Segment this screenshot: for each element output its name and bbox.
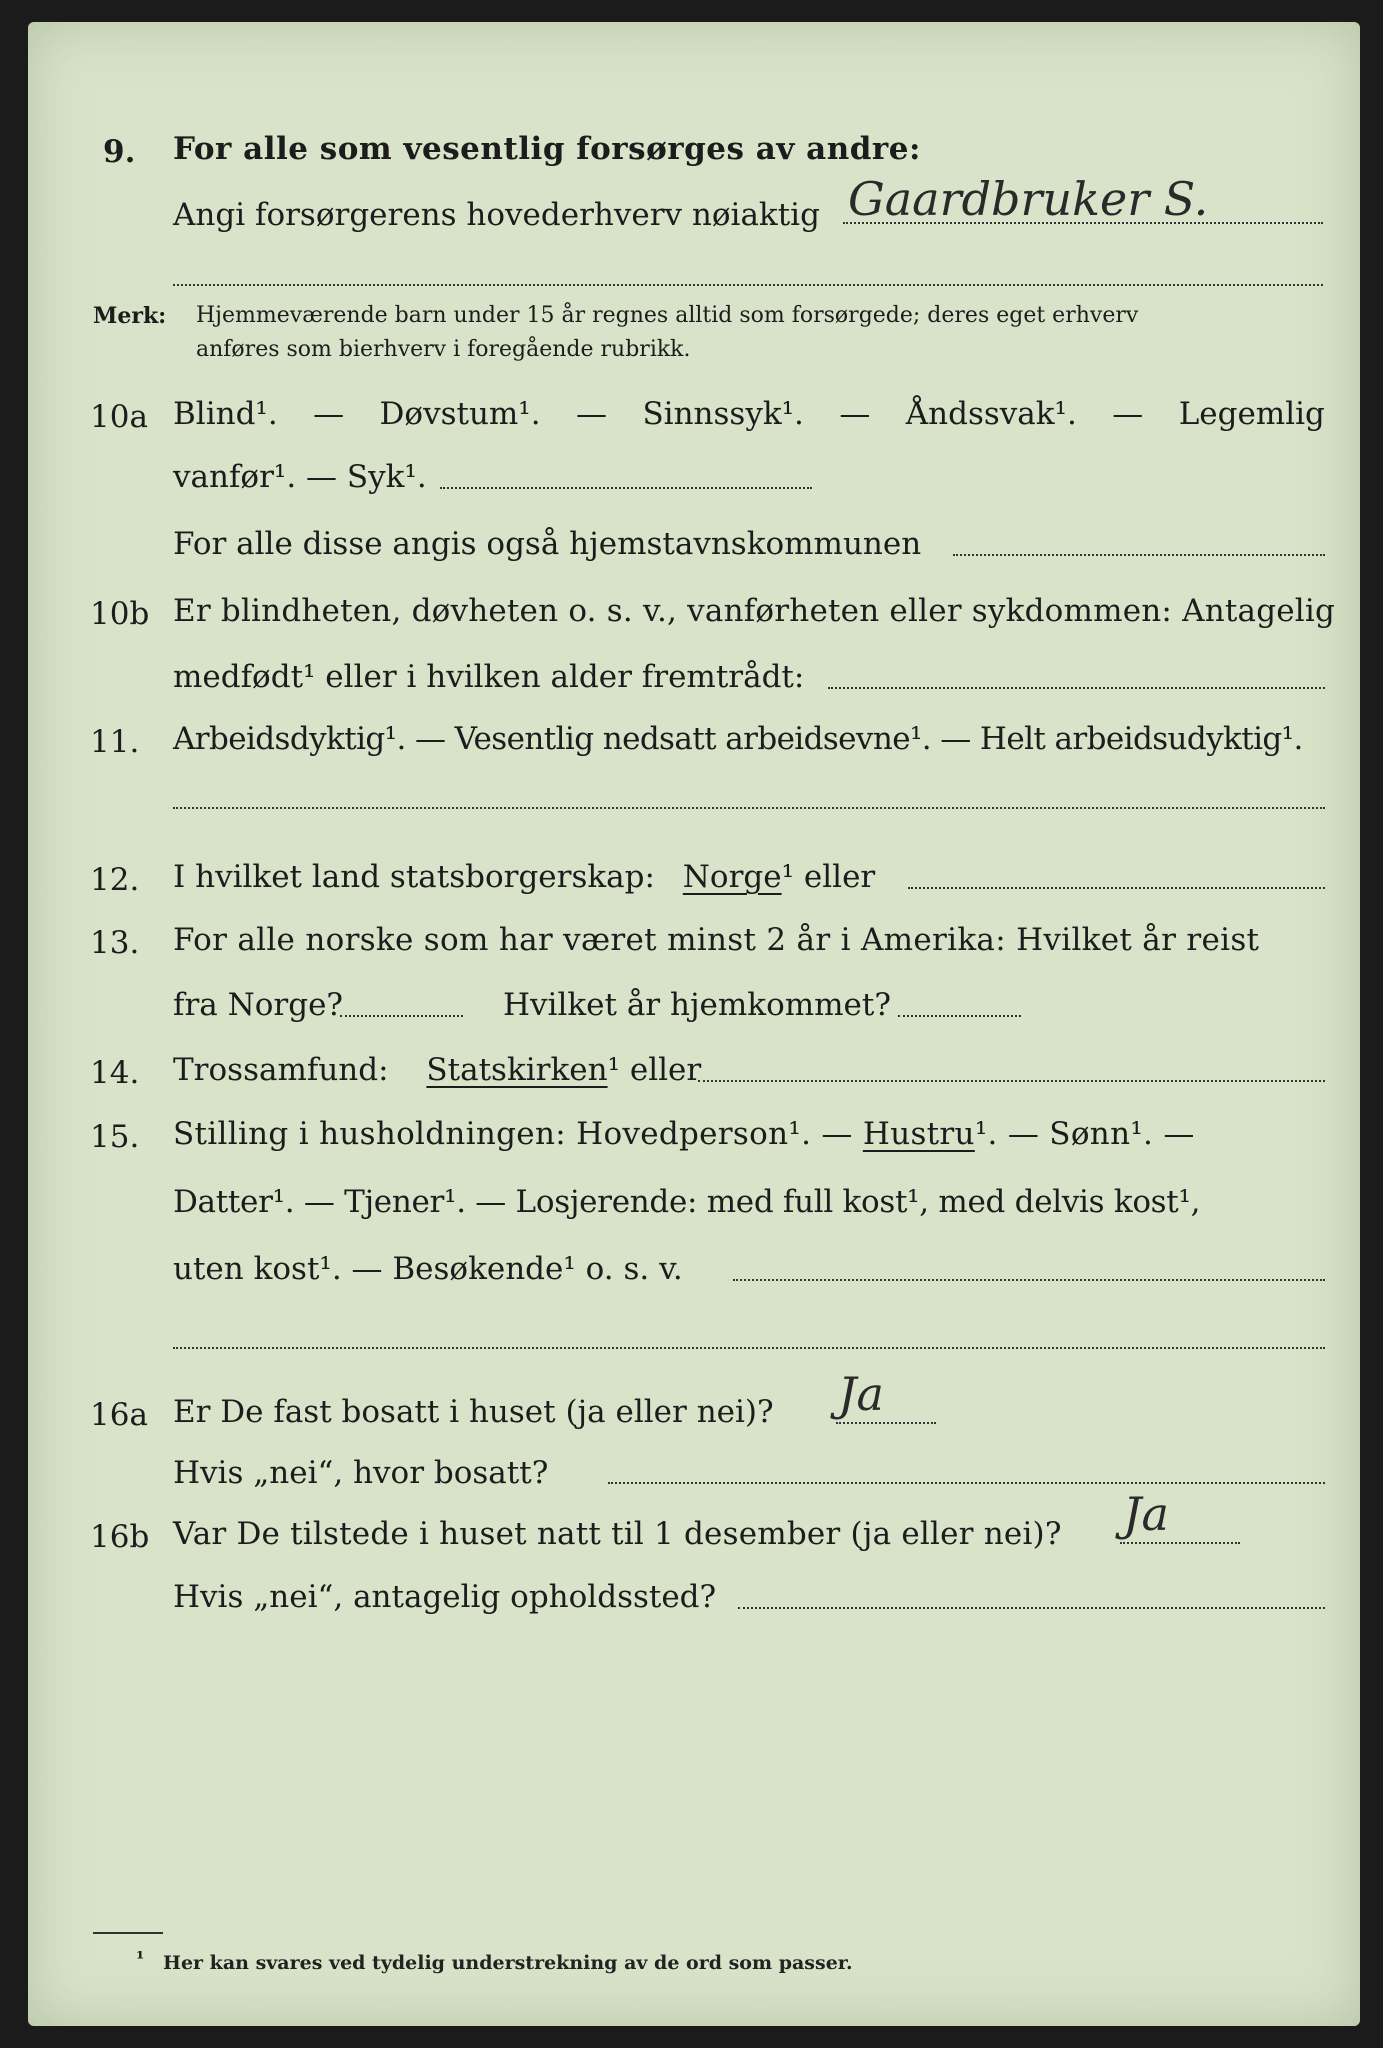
q16b-answer-line (1120, 1542, 1240, 1544)
footnote-rule (93, 1932, 163, 1934)
q16a-bosatt-line (608, 1482, 1325, 1484)
q12-prefix: I hvilket land statsborgerskap: (173, 859, 655, 895)
q15-number: 15. (90, 1119, 140, 1155)
q14-suffix: ¹ eller (607, 1052, 702, 1088)
q10a-line3: For alle disse angis også hjemstavnskommunen (173, 526, 922, 562)
q14-number: 14. (90, 1055, 140, 1091)
q13-line2b: Hvilket år hjemkommet? (503, 987, 891, 1023)
q16b-number: 16b (90, 1519, 150, 1555)
q9-answer-line (843, 222, 1323, 224)
q9-number: 9. (103, 134, 136, 170)
q10b-number: 10b (90, 596, 150, 632)
q9-answer-handwritten[interactable]: Gaardbruker S. (848, 172, 1209, 226)
q12-other-line (908, 887, 1325, 889)
q14-prefix: Trossamfund: (173, 1052, 389, 1088)
merk-label: Merk: (93, 303, 167, 329)
q9-extra-line (173, 284, 1323, 286)
q16b-opholdssted-line (738, 1607, 1325, 1609)
q10a-legemlig: Legemlig (1178, 396, 1325, 432)
merk-line1: Hjemmeværende barn under 15 år regnes alltid som forsørgede; deres eget erhverv (196, 303, 1139, 328)
q10a-dash-2: — (576, 396, 608, 432)
q15-extra-line (173, 1347, 1325, 1349)
q11-number: 11. (90, 724, 140, 760)
q10b-line1: Er blindheten, døvheten o. s. v., vanførheten eller sykdommen: Antagelig (173, 593, 1336, 629)
q10b-line2: medfødt¹ eller i hvilken alder fremtrådt: (173, 659, 805, 695)
q15-line2: Datter¹. — Tjener¹. — Losjerende: med full kost¹, med delvis kost¹, (173, 1184, 1201, 1220)
q14-line (173, 1052, 702, 1088)
q13-hjemkommet-line (898, 1015, 1021, 1017)
q11-answer-line (173, 807, 1325, 809)
q12-suffix: ¹ eller (781, 859, 876, 895)
q16a-answer-line (836, 1422, 936, 1424)
q14-other-line (698, 1080, 1325, 1082)
q13-line1: For alle norske som har været minst 2 år i Amerika: Hvilket år reist (173, 922, 1260, 958)
q15-line1-suffix: ¹. — Sønn¹. — (974, 1116, 1195, 1152)
q10a-dovstum: Døvstum¹. (379, 396, 541, 432)
q9-line1: For alle som vesentlig forsørges av andre: (173, 131, 921, 167)
q12-choice-underlined[interactable]: Norge (682, 859, 782, 895)
q10a-hjemstavn-line (953, 554, 1325, 556)
q11-line1: Arbeidsdyktig¹. — Vesentlig nedsatt arbeidsevne¹. — Helt arbeidsudyktig¹. (173, 721, 1303, 757)
q14-choice-underlined[interactable]: Statskirken (426, 1052, 608, 1088)
q10a-line2: vanfør¹. — Syk¹. (173, 459, 427, 495)
q16b-answer-handwritten[interactable]: Ja (1123, 1487, 1169, 1541)
footnote-mark: ¹ (136, 1948, 145, 1970)
merk-line2: anføres som bierhverv i foregående rubrikk. (196, 337, 691, 362)
q16a-answer-handwritten[interactable]: Ja (838, 1367, 884, 1421)
q16a-number: 16a (90, 1397, 148, 1433)
q16a-line1: Er De fast bosatt i huset (ja eller nei)? (173, 1394, 774, 1430)
q13-reist-line (340, 1015, 463, 1017)
q10a-andssvak: Åndssvak¹. (905, 396, 1077, 432)
q10a-syk-line (440, 487, 812, 489)
q10a-sinnssyk: Sinnssyk¹. (642, 396, 804, 432)
q10a-dash-1: — (313, 396, 345, 432)
census-form-sheet (28, 22, 1360, 2026)
q15-line1-prefix: Stilling i husholdningen: Hovedperson¹. — (173, 1116, 853, 1152)
q10a-line1 (173, 396, 1325, 432)
q10a-dash-4: — (1112, 396, 1144, 432)
q13-number: 13. (90, 925, 140, 961)
q12-number: 12. (90, 862, 140, 898)
q10a-dash-3: — (839, 396, 871, 432)
q15-line1 (173, 1116, 1195, 1152)
footnote-text: Her kan svares ved tydelig understrekning av de ord som passer. (163, 1952, 853, 1974)
q10a-blind: Blind¹. (173, 396, 278, 432)
q16b-line1: Var De tilstede i huset natt til 1 desember (ja eller nei)? (173, 1516, 1062, 1552)
q16b-line2: Hvis „nei“, antagelig opholdssted? (173, 1579, 717, 1615)
q15-line3: uten kost¹. — Besøkende¹ o. s. v. (173, 1251, 683, 1287)
q16a-line2: Hvis „nei“, hvor bosatt? (173, 1455, 549, 1491)
q15-other-line (733, 1279, 1325, 1281)
q9-line2: Angi forsørgerens hovederhverv nøiaktig (173, 197, 820, 233)
q13-line2a: fra Norge? (173, 987, 344, 1023)
q10a-number: 10a (90, 399, 148, 435)
q12-line (173, 859, 876, 895)
q15-choice-underlined[interactable]: Hustru (862, 1116, 975, 1152)
q10b-alder-line (828, 687, 1325, 689)
